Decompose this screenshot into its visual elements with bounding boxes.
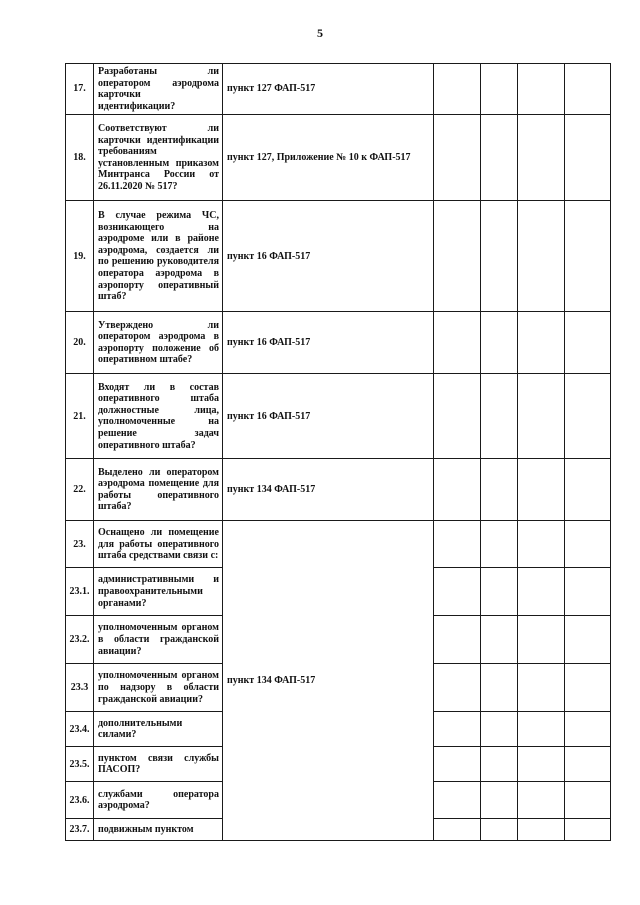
notes-cell[interactable] bbox=[565, 747, 611, 782]
notes-cell[interactable] bbox=[565, 521, 611, 568]
answer-cell-no[interactable] bbox=[481, 64, 518, 115]
question-text: уполномоченным органом по надзору в области гражданской авиации? bbox=[94, 664, 223, 712]
answer-cell-yes[interactable] bbox=[434, 782, 481, 819]
row-number: 21. bbox=[66, 374, 94, 459]
answer-cell-yes[interactable] bbox=[434, 664, 481, 712]
legal-reference: пункт 127 ФАП-517 bbox=[223, 64, 434, 115]
notes-cell[interactable] bbox=[565, 64, 611, 115]
notes-cell[interactable] bbox=[565, 312, 611, 374]
notes-cell[interactable] bbox=[565, 568, 611, 616]
table-row bbox=[66, 201, 611, 312]
answer-cell-yes[interactable] bbox=[434, 616, 481, 664]
answer-cell-no[interactable] bbox=[481, 616, 518, 664]
notes-cell[interactable] bbox=[565, 664, 611, 712]
question-text: подвижным пунктом bbox=[94, 819, 223, 841]
answer-cell-no[interactable] bbox=[481, 312, 518, 374]
question-text: Соответствуют ли карточки идентификации требованиям установленным приказом Минтранса России от 26.11.2020 № 517? bbox=[94, 115, 223, 201]
row-number: 23.1. bbox=[66, 568, 94, 616]
notes-cell[interactable] bbox=[565, 712, 611, 747]
answer-cell-no[interactable] bbox=[481, 782, 518, 819]
notes-cell[interactable] bbox=[565, 374, 611, 459]
answer-cell-not-applicable[interactable] bbox=[518, 819, 565, 841]
question-text: пунктом связи службы ПАСОП? bbox=[94, 747, 223, 782]
answer-cell-yes[interactable] bbox=[434, 747, 481, 782]
question-text: уполномоченным органом в области гражданской авиации? bbox=[94, 616, 223, 664]
question-text: службами оператора аэродрома? bbox=[94, 782, 223, 819]
answer-cell-yes[interactable] bbox=[434, 374, 481, 459]
question-text: Утверждено ли оператором аэродрома в аэропорту положение об оперативном штабе? bbox=[94, 312, 223, 374]
notes-cell[interactable] bbox=[565, 459, 611, 521]
answer-cell-not-applicable[interactable] bbox=[518, 115, 565, 201]
answer-cell-not-applicable[interactable] bbox=[518, 712, 565, 747]
answer-cell-yes[interactable] bbox=[434, 115, 481, 201]
answer-cell-not-applicable[interactable] bbox=[518, 374, 565, 459]
notes-cell[interactable] bbox=[565, 819, 611, 841]
row-number: 22. bbox=[66, 459, 94, 521]
answer-cell-no[interactable] bbox=[481, 747, 518, 782]
table-row bbox=[66, 521, 611, 568]
answer-cell-not-applicable[interactable] bbox=[518, 664, 565, 712]
legal-reference: пункт 134 ФАП-517 bbox=[223, 521, 434, 841]
answer-cell-yes[interactable] bbox=[434, 201, 481, 312]
answer-cell-no[interactable] bbox=[481, 374, 518, 459]
answer-cell-not-applicable[interactable] bbox=[518, 521, 565, 568]
answer-cell-no[interactable] bbox=[481, 521, 518, 568]
answer-cell-no[interactable] bbox=[481, 201, 518, 312]
answer-cell-yes[interactable] bbox=[434, 521, 481, 568]
question-text: административными и правоохранительными органами? bbox=[94, 568, 223, 616]
table-row bbox=[66, 115, 611, 201]
table-row bbox=[66, 459, 611, 521]
table-row bbox=[66, 374, 611, 459]
notes-cell[interactable] bbox=[565, 115, 611, 201]
answer-cell-yes[interactable] bbox=[434, 819, 481, 841]
legal-reference: пункт 16 ФАП-517 bbox=[223, 374, 434, 459]
answer-cell-yes[interactable] bbox=[434, 712, 481, 747]
answer-cell-not-applicable[interactable] bbox=[518, 782, 565, 819]
row-number: 17. bbox=[66, 64, 94, 115]
row-number: 23.7. bbox=[66, 819, 94, 841]
answer-cell-not-applicable[interactable] bbox=[518, 616, 565, 664]
answer-cell-not-applicable[interactable] bbox=[518, 459, 565, 521]
row-number: 23. bbox=[66, 521, 94, 568]
answer-cell-not-applicable[interactable] bbox=[518, 747, 565, 782]
answer-cell-not-applicable[interactable] bbox=[518, 312, 565, 374]
question-text: Выделено ли оператором аэродрома помещение для работы оперативного штаба? bbox=[94, 459, 223, 521]
question-text: Оснащено ли помещение для работы оперативного штаба средствами связи с: bbox=[94, 521, 223, 568]
checklist-table bbox=[65, 63, 611, 841]
answer-cell-no[interactable] bbox=[481, 664, 518, 712]
table-row bbox=[66, 64, 611, 115]
answer-cell-no[interactable] bbox=[481, 712, 518, 747]
answer-cell-yes[interactable] bbox=[434, 568, 481, 616]
legal-reference: пункт 127, Приложение № 10 к ФАП-517 bbox=[223, 115, 434, 201]
notes-cell[interactable] bbox=[565, 782, 611, 819]
answer-cell-not-applicable[interactable] bbox=[518, 64, 565, 115]
legal-reference: пункт 134 ФАП-517 bbox=[223, 459, 434, 521]
page-number: 5 bbox=[317, 26, 323, 40]
notes-cell[interactable] bbox=[565, 201, 611, 312]
answer-cell-no[interactable] bbox=[481, 459, 518, 521]
row-number: 23.2. bbox=[66, 616, 94, 664]
answer-cell-yes[interactable] bbox=[434, 64, 481, 115]
answer-cell-no[interactable] bbox=[481, 819, 518, 841]
answer-cell-no[interactable] bbox=[481, 115, 518, 201]
answer-cell-yes[interactable] bbox=[434, 312, 481, 374]
row-number: 23.3 bbox=[66, 664, 94, 712]
row-number: 19. bbox=[66, 201, 94, 312]
legal-reference: пункт 16 ФАП-517 bbox=[223, 201, 434, 312]
row-number: 23.5. bbox=[66, 747, 94, 782]
row-number: 18. bbox=[66, 115, 94, 201]
question-text: Входят ли в состав оперативного штаба должностные лица, уполномоченные на решение задач оперативного штаба? bbox=[94, 374, 223, 459]
question-text: Разработаны ли оператором аэродрома карточки идентификации? bbox=[94, 64, 223, 115]
answer-cell-not-applicable[interactable] bbox=[518, 568, 565, 616]
answer-cell-not-applicable[interactable] bbox=[518, 201, 565, 312]
question-text: дополнительными силами? bbox=[94, 712, 223, 747]
answer-cell-yes[interactable] bbox=[434, 459, 481, 521]
legal-reference: пункт 16 ФАП-517 bbox=[223, 312, 434, 374]
notes-cell[interactable] bbox=[565, 616, 611, 664]
row-number: 23.6. bbox=[66, 782, 94, 819]
answer-cell-no[interactable] bbox=[481, 568, 518, 616]
row-number: 20. bbox=[66, 312, 94, 374]
question-text: В случае режима ЧС, возникающего на аэродроме или в районе аэродрома, создается ли по решению руководителя оператора аэродрома в аэропорту оперативный штаб? bbox=[94, 201, 223, 312]
row-number: 23.4. bbox=[66, 712, 94, 747]
table-row bbox=[66, 312, 611, 374]
